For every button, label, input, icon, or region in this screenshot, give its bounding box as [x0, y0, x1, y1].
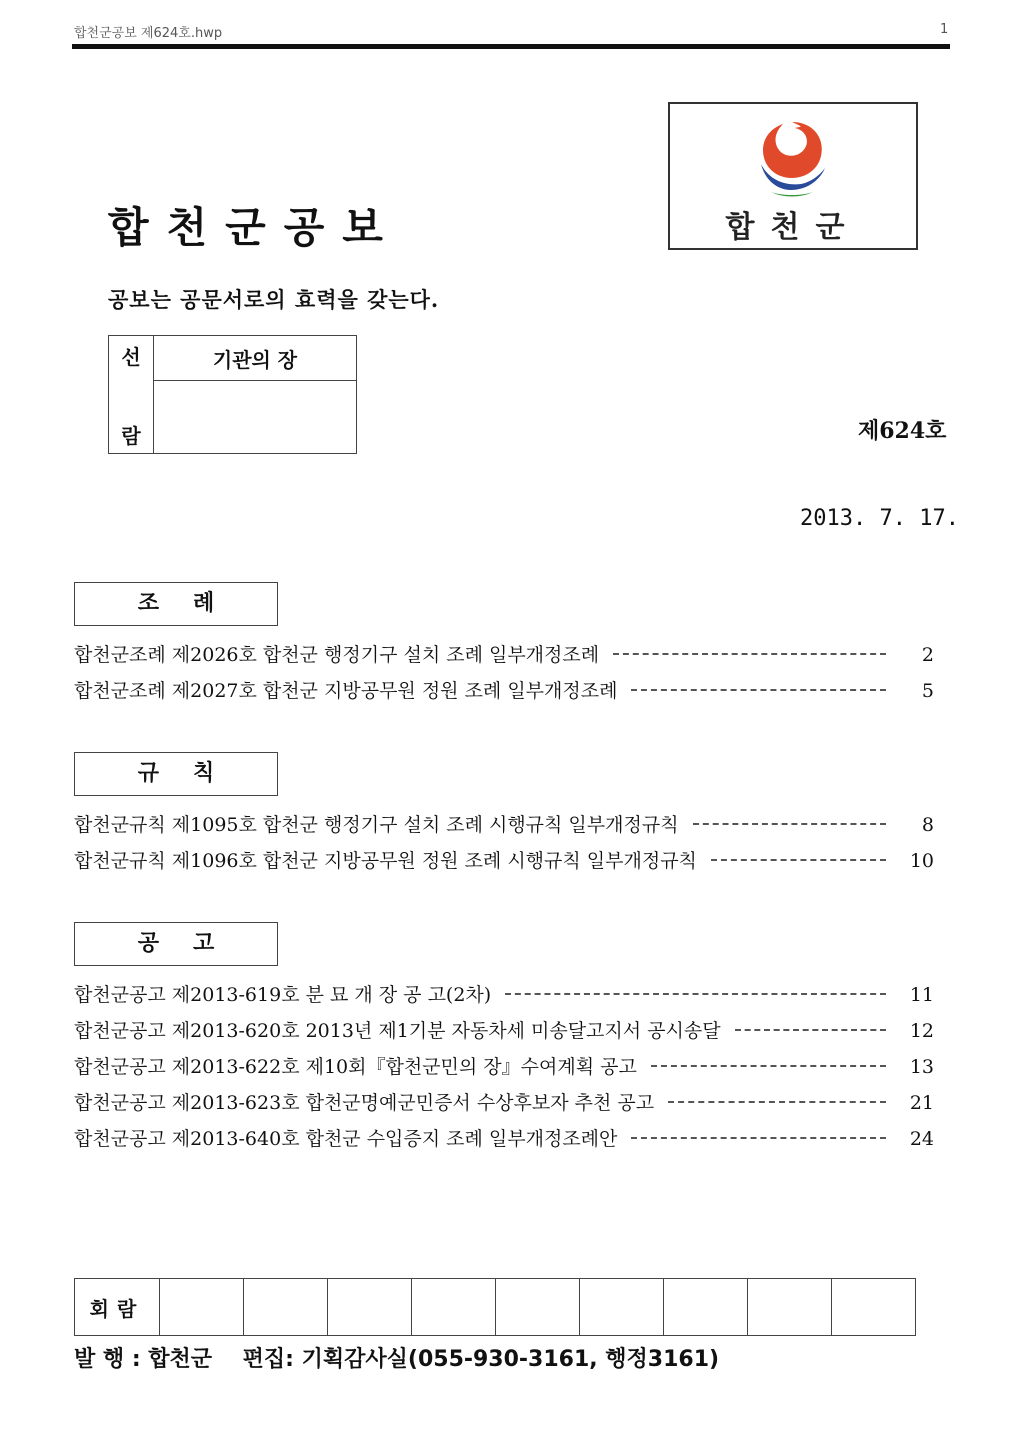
toc-entry[interactable] [74, 1052, 934, 1082]
toc-entry-page: 21 [909, 1092, 934, 1114]
toc-entry-title: 합천군공고 제2013-622호 제10회『합천군민의 장』수여계획 공고 [74, 1056, 637, 1078]
toc-leader [693, 823, 886, 825]
circulation-label: 회람 [75, 1279, 160, 1336]
toc-entry[interactable] [74, 1088, 934, 1118]
toc-entry[interactable] [74, 676, 934, 706]
file-name: 합천군공보 제624호.hwp [74, 26, 223, 41]
toc-entry-page: 2 [921, 644, 934, 666]
toc-entry-title: 합천군조례 제2027호 합천군 지방공무원 정원 조례 일부개정조례 [74, 680, 618, 702]
toc-entry-page: 13 [909, 1056, 934, 1078]
toc-entry-title: 합천군규칙 제1096호 합천군 지방공무원 정원 조례 시행규칙 일부개정규칙 [74, 850, 697, 872]
circulation-cell [160, 1279, 244, 1336]
approval-side-bottom: 람 [121, 423, 141, 448]
toc-leader [711, 859, 886, 861]
circulation-cell [412, 1279, 496, 1336]
toc-leader [631, 689, 886, 691]
toc-entry-title: 합천군공고 제2013-620호 2013년 제1기분 자동차세 미송달고지서 공시송달 [74, 1020, 721, 1042]
toc-entry[interactable] [74, 1124, 934, 1154]
circulation-cell [580, 1279, 664, 1336]
toc-leader [668, 1101, 886, 1103]
circulation-cell [832, 1279, 916, 1336]
page-title: 합천군공보 [108, 203, 401, 252]
toc-leader [613, 653, 886, 655]
toc-entry[interactable] [74, 810, 934, 840]
toc-entry-page: 11 [909, 984, 934, 1006]
logo-text: 합천군 [725, 210, 861, 245]
toc-entry-page: 12 [909, 1020, 934, 1042]
circulation-table [74, 1278, 916, 1336]
circulation-cell [748, 1279, 832, 1336]
circulation-cell [664, 1279, 748, 1336]
toc-leader [505, 993, 886, 995]
issue-number: 제624호 [858, 418, 947, 444]
toc-entry-page: 8 [921, 814, 934, 836]
approval-table [108, 335, 357, 454]
toc-leader [651, 1065, 886, 1067]
toc-entry-title: 합천군공고 제2013-623호 합천군명예군민증서 수상후보자 추천 공고 [74, 1092, 655, 1114]
toc-entry[interactable] [74, 1016, 934, 1046]
circulation-cell [244, 1279, 328, 1336]
circulation-cell [328, 1279, 412, 1336]
hapcheon-emblem-icon [755, 118, 829, 198]
circulation-cell [496, 1279, 580, 1336]
logo-box [668, 102, 918, 250]
toc-leader [631, 1137, 886, 1139]
toc-entry[interactable] [74, 846, 934, 876]
toc-entry-title: 합천군공고 제2013-640호 합천군 수입증지 조례 일부개정조례안 [74, 1128, 618, 1150]
section-header-rule: 규칙 [74, 752, 278, 796]
approval-side-top: 선 [121, 344, 141, 369]
toc-entry-title: 합천군규칙 제1095호 합천군 행정기구 설치 조례 시행규칙 일부개정규칙 [74, 814, 679, 836]
approval-header: 기관의 장 [154, 336, 357, 381]
section-header-ordinance: 조례 [74, 582, 278, 626]
subtitle: 공보는 공문서로의 효력을 갖는다. [108, 287, 440, 312]
toc-entry[interactable] [74, 640, 934, 670]
toc-entry-page: 5 [921, 680, 934, 702]
toc-entry[interactable] [74, 980, 934, 1010]
publisher-footer: 발 행 : 합천군 편집: 기획감사실(055-930-3161, 행정3161) [74, 1347, 720, 1372]
section-header-notice: 공고 [74, 922, 278, 966]
page-number: 1 [940, 22, 949, 37]
toc-entry-page: 10 [909, 850, 934, 872]
toc-entry-page: 24 [909, 1128, 934, 1150]
toc-entry-title: 합천군조례 제2026호 합천군 행정기구 설치 조례 일부개정조례 [74, 644, 600, 666]
toc-entry-title: 합천군공고 제2013-619호 분 묘 개 장 공 고(2차) [74, 984, 492, 1006]
approval-sign-cell [154, 381, 357, 454]
issue-date: 2013. 7. 17. [800, 506, 959, 531]
approval-side-label [109, 336, 154, 454]
toc-leader [735, 1029, 886, 1031]
header-rule [72, 44, 950, 49]
